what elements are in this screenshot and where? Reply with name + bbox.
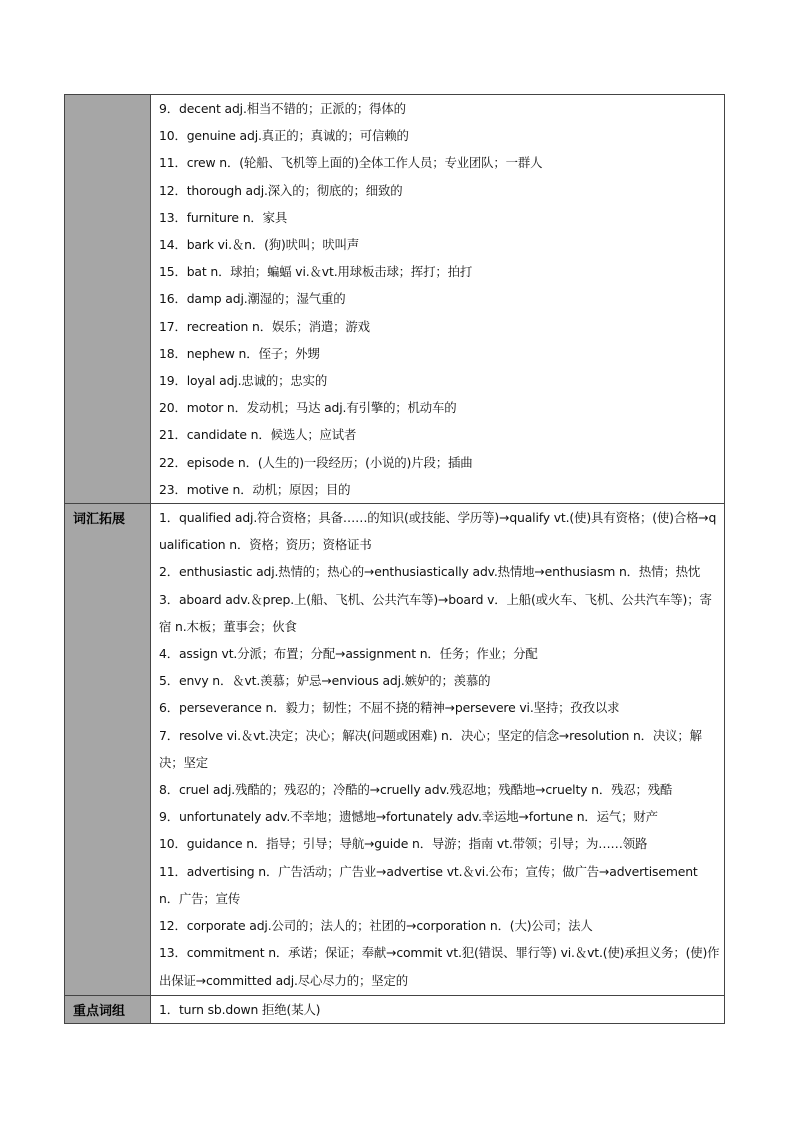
table-row-key-phrases: [65, 996, 725, 1024]
word-entry: 1．qualified adj.符合资格；具备……的知识(或技能、学历等)→qualify vt.(使)具有资格；(使)合格→qualification n．资格；资历；资格证书: [159, 510, 717, 553]
phrase-entry: 1．turn sb.down 拒绝(某人): [159, 1002, 321, 1018]
word-entry: 10．genuine adj.真正的；真诚的；可信赖的: [159, 128, 409, 144]
word-entry: 2．enthusiastic adj.热情的；热心的→enthusiastically adv.热情地→enthusiasm n．热情；热忱: [159, 564, 701, 580]
word-entry: 11．crew n．(轮船、飞机等上面的)全体工作人员；专业团队；一群人: [159, 155, 543, 171]
word-entry: 9．unfortunately adv.不幸地；遗憾地→fortunately adv.幸运地→fortune n．运气；财产: [159, 809, 658, 825]
table-row-vocabulary-expansion: [65, 504, 725, 996]
word-entry: 16．damp adj.潮湿的；湿气重的: [159, 291, 346, 307]
section-content-cell: [151, 95, 725, 504]
word-entry: 23．motive n．动机；原因；目的: [159, 481, 351, 497]
section-content-cell: [151, 996, 725, 1024]
word-entry: 4．assign vt.分派；布置；分配→assignment n．任务；作业；分配: [159, 646, 538, 662]
word-entry: 9．decent adj.相当不错的；正派的；得体的: [159, 101, 406, 116]
table-row-continued-words: [65, 95, 725, 504]
word-entry: 12．corporate adj.公司的；法人的；社团的→corporation n．(大)公司；法人: [159, 918, 593, 934]
word-entry: 10．guidance n．指导；引导；导航→guide n．导游；指南 vt.带领；引导；为……领路: [159, 836, 648, 852]
section-label-cell: 重点词组: [65, 996, 151, 1024]
word-entry: 14．bark vi.＆n．(狗)吠叫；吠叫声: [159, 237, 360, 253]
word-entry: 15．bat n．球拍；蝙蝠 vi.＆vt.用球板击球；挥打；拍打: [159, 264, 473, 280]
word-entry: 5．envy n．＆vt.羡慕；妒忌→envious adj.嫉妒的；羡慕的: [159, 673, 491, 689]
word-entry: 12．thorough adj.深入的；彻底的；细致的: [159, 182, 403, 198]
word-entry: 17．recreation n．娱乐；消遣；游戏: [159, 318, 370, 334]
word-entry: 21．candidate n．候选人；应试者: [159, 427, 357, 443]
word-entry: 13．furniture n．家具: [159, 209, 288, 225]
word-entry: 6．perseverance n．毅力；韧性；不屈不挠的精神→persevere vi.坚持；孜孜以求: [159, 700, 620, 716]
vocabulary-table: [64, 94, 725, 1024]
word-entry: 3．aboard adv.＆prep.上(船、飞机、公共汽车等)→board v．上船(或火车、飞机、公共汽车等)；寄宿 n.木板；董事会；伙食: [159, 591, 712, 634]
section-label-cell: [65, 95, 151, 504]
word-entry: 18．nephew n．侄子；外甥: [159, 345, 320, 361]
section-label-cell: 词汇拓展: [65, 504, 151, 996]
word-entry: 19．loyal adj.忠诚的；忠实的: [159, 373, 328, 389]
word-entry: 20．motor n．发动机；马达 adj.有引擎的；机动车的: [159, 400, 457, 416]
word-entry: 11．advertising n．广告活动；广告业→advertise vt.＆vi.公布；宣传；做广告→advertisement n．广告；宣传: [159, 863, 698, 906]
word-entry: 22．episode n．(人生的)一段经历；(小说的)片段；插曲: [159, 454, 473, 470]
word-entry: 7．resolve vi.＆vt.决定；决心；解决(问题或困难) n．决心；坚定的信念→resolution n．决议；解决；坚定: [159, 727, 702, 770]
word-entry: 13．commitment n．承诺；保证；奉献→commit vt.犯(错误、罪行等) vi.＆vt.(使)承担义务；(使)作出保证→committed adj.尽心尽力的；坚定的: [159, 945, 720, 988]
section-content-cell: [151, 504, 725, 996]
word-entry: 8．cruel adj.残酷的；残忍的；冷酷的→cruelly adv.残忍地；残酷地→cruelty n．残忍；残酷: [159, 782, 673, 798]
